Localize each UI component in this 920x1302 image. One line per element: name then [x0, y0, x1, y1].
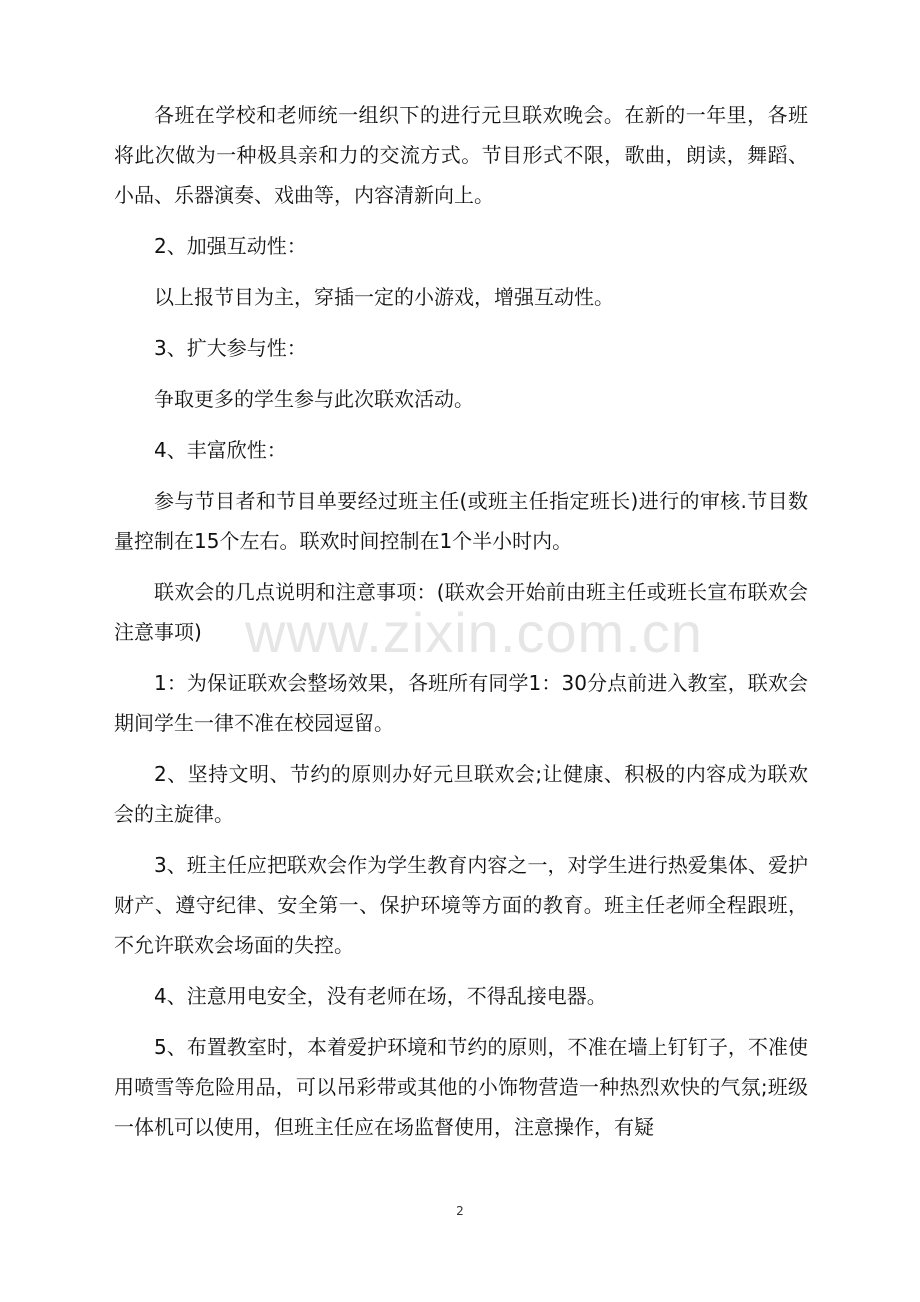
paragraph-4: 3、扩大参与性： [154, 336, 307, 360]
paragraph-3: 以上报节目为主，穿插一定的小游戏，增强互动性。 [154, 285, 614, 309]
paragraph-11: 3、班主任应把联欢会作为学生教育内容之一，对学生进行热爱集体、爱护财产、遵守纪律、安全第一、保护环境等方面的教育。班主任老师全程跟班，不允许联欢会场面的失控。 [114, 853, 808, 957]
watermark: www.zixin.com.cn [245, 601, 703, 664]
paragraph-5: 争取更多的学生参与此次联欢活动。 [154, 387, 474, 411]
paragraph-12: 4、注意用电安全，没有老师在场，不得乱接电器。 [154, 984, 607, 1008]
paragraph-1: 各班在学校和老师统一组织下的进行元旦联欢晚会。在新的一年里，各班将此次做为一种极具亲和力的交流方式。节目形式不限，歌曲，朗读，舞蹈、小品、乐器演奏、戏曲等，内容清新向上。 [114, 103, 808, 207]
page-number: 2 [456, 1204, 464, 1218]
paragraph-8: 联欢会的几点说明和注意事项：(联欢会开始前由班主任或班长宣布联欢会注意事项) [114, 580, 808, 644]
paragraph-7: 参与节目者和节目单要经过班主任(或班主任指定班长)进行的审核.节目数量控制在15个左右。联欢时间控制在1个半小时内。 [114, 489, 808, 553]
paragraph-13: 5、布置教室时，本着爱护环境和节约的原则，不准在墙上钉钉子，不准使用喷雪等危险用品，可以吊彩带或其他的小饰物营造一种热烈欢快的气氛;班级一体机可以使用，但班主任应在场监督使用，注意操作，有疑 [114, 1035, 808, 1139]
paragraph-10: 2、坚持文明、节约的原则办好元旦联欢会;让健康、积极的内容成为联欢会的主旋律。 [114, 762, 808, 826]
paragraph-2: 2、加强互动性： [154, 234, 307, 258]
paragraph-6: 4、丰富欣性： [154, 438, 287, 462]
paragraph-9: 1：为保证联欢会整场效果，各班所有同学1：30分点前进入教室，联欢会期间学生一律不准在校园逗留。 [114, 671, 808, 735]
